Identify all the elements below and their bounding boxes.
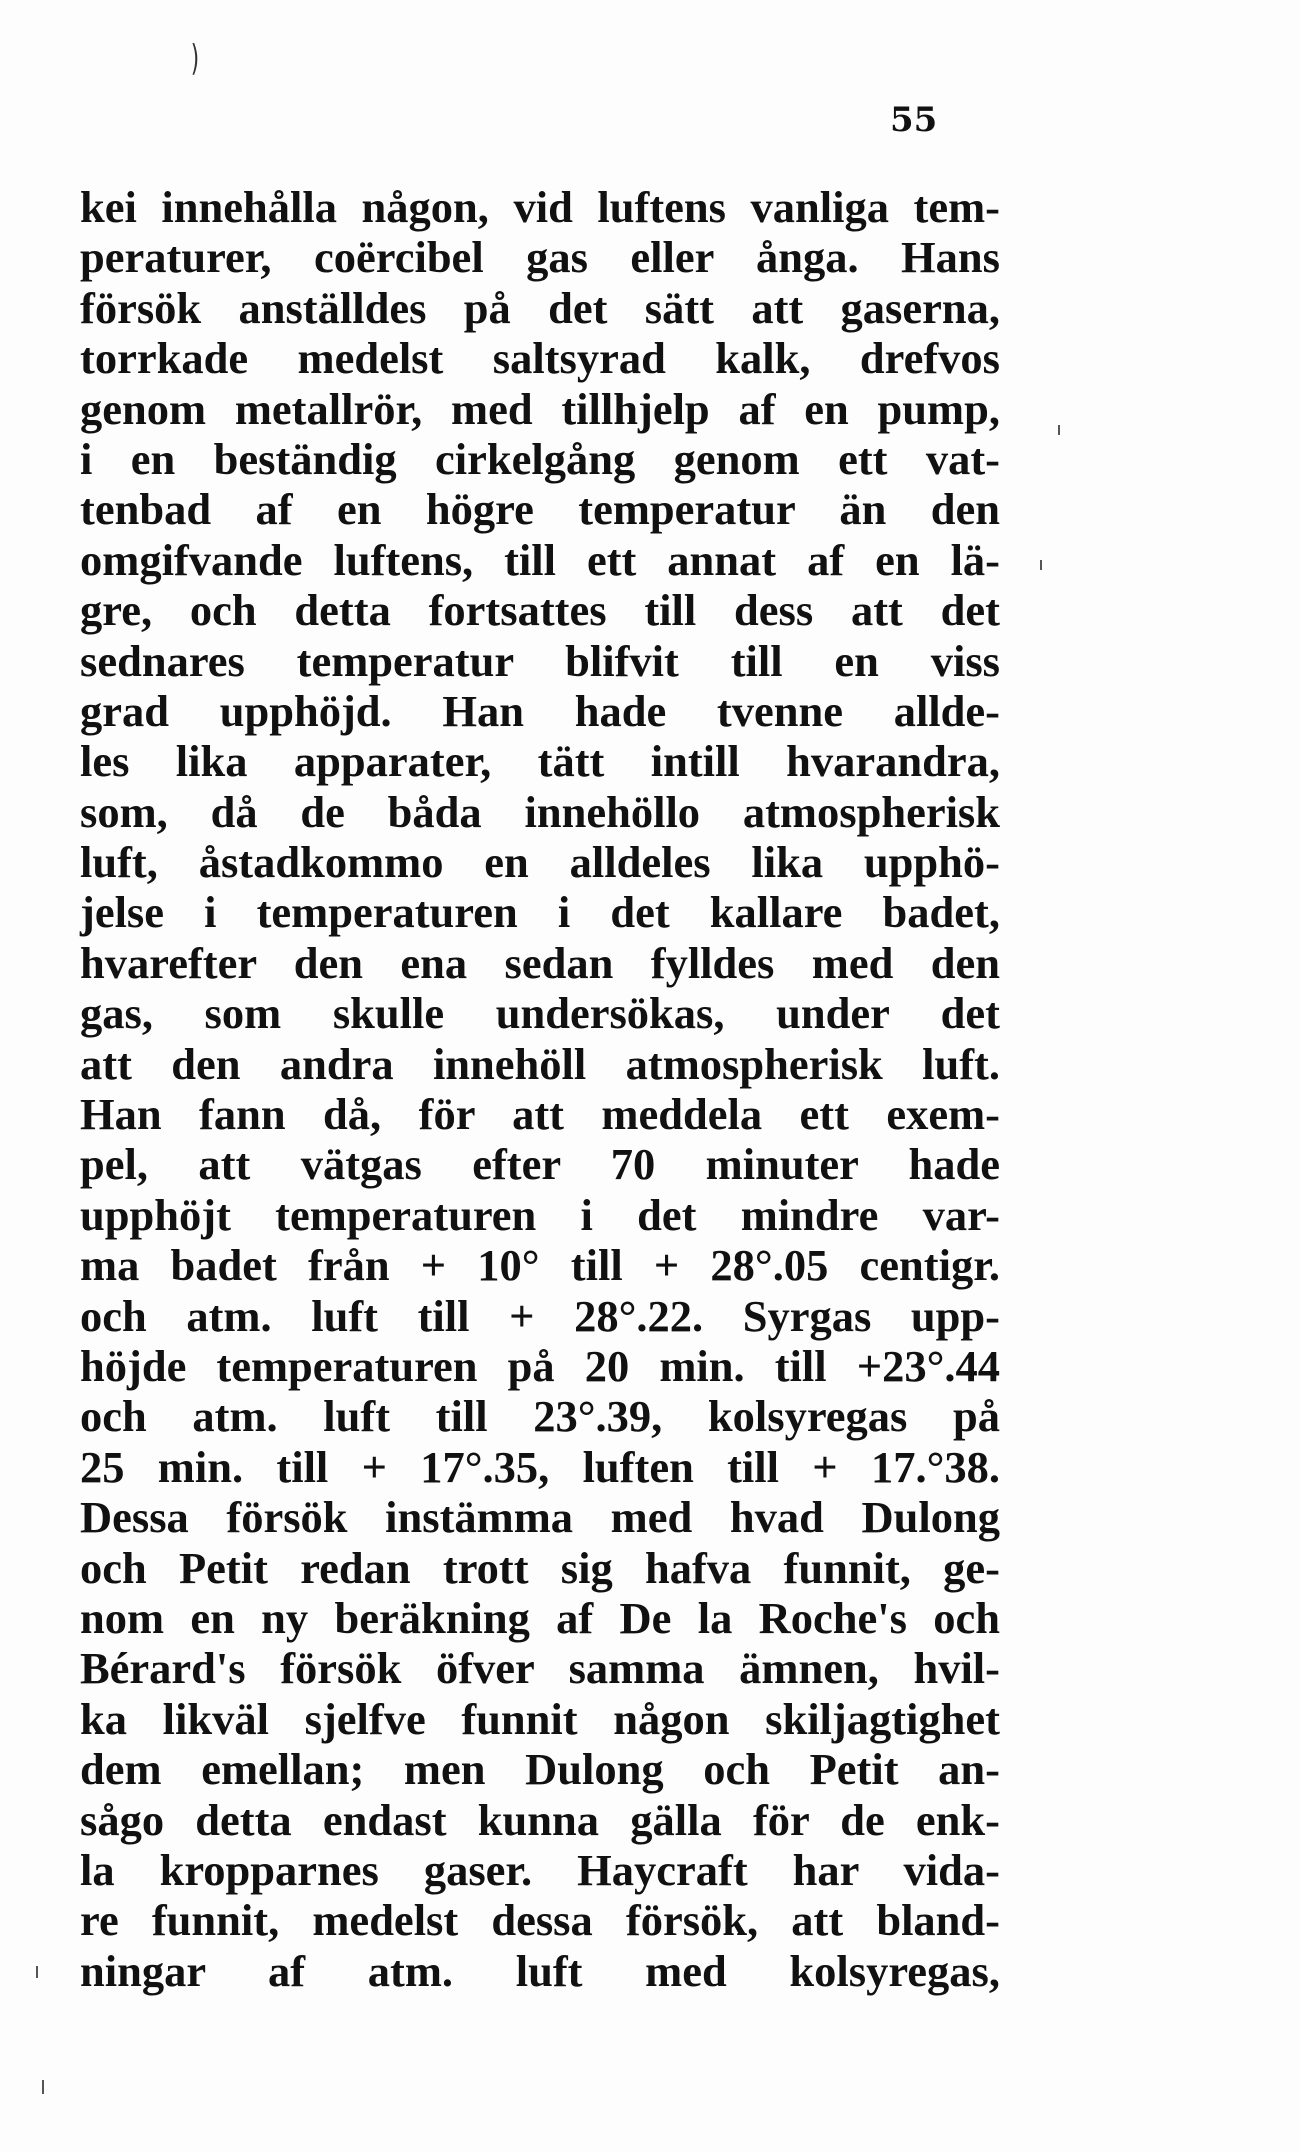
text-line: Bérard's försök öfver samma ämnen, hvil- <box>80 1643 1000 1694</box>
stray-mark: ) <box>190 38 200 79</box>
text-line: peraturer, coërcibel gas eller ånga. Hans <box>80 232 1000 283</box>
text-line: och atm. luft till 23°.39, kolsyregas på <box>80 1391 1000 1442</box>
text-line: les lika apparater, tätt intill hvarandra, <box>80 736 1000 787</box>
text-line: luft, åstadkommo en alldeles lika upphö- <box>80 837 1000 888</box>
text-line: sågo detta endast kunna gälla för de enk- <box>80 1794 1000 1845</box>
text-line: höjde temperaturen på 20 min. till +23°.44 <box>80 1340 1000 1391</box>
text-line: hvarefter den ena sedan fylldes med den <box>80 937 1000 988</box>
body-text <box>80 182 1000 1996</box>
text-line: som, då de båda innehöllo atmospherisk <box>80 786 1000 837</box>
text-line: la kropparnes gaser. Haycraft har vida- <box>80 1844 1000 1895</box>
page-number: 55 <box>890 100 938 140</box>
margin-mark <box>36 1966 38 1978</box>
text-line: och Petit redan trott sig hafva funnit, ge- <box>80 1542 1000 1593</box>
text-line: tenbad af en högre temperatur än den <box>80 484 1000 535</box>
text-line: dem emellan; men Dulong och Petit an- <box>80 1744 1000 1795</box>
text-line: jelse i temperaturen i det kallare badet, <box>80 887 1000 938</box>
text-line: Dessa försök instämma med hvad Dulong <box>80 1492 1000 1543</box>
margin-mark <box>1058 425 1060 435</box>
text-line: försök anställdes på det sätt att gaserna, <box>80 282 1000 333</box>
text-line: re funnit, medelst dessa försök, att bland- <box>80 1895 1000 1946</box>
text-line: sednares temperatur blifvit till en viss <box>80 635 1000 686</box>
text-line: omgifvande luftens, till ett annat af en lä- <box>80 534 1000 585</box>
text-line: Han fann då, för att meddela ett exem- <box>80 1089 1000 1140</box>
text-line: 25 min. till + 17°.35, luften till + 17.°38. <box>80 1441 1000 1492</box>
text-line: genom metallrör, med tillhjelp af en pump, <box>80 383 1000 434</box>
margin-mark <box>1040 560 1042 570</box>
text-line: kei innehålla någon, vid luftens vanliga tem- <box>80 182 1000 232</box>
text-line: ningar af atm. luft med kolsyregas, <box>80 1945 1000 1996</box>
text-line: ma badet från + 10° till + 28°.05 centigr. <box>80 1240 1000 1291</box>
text-line: att den andra innehöll atmospherisk luft. <box>80 1038 1000 1089</box>
text-line: upphöjt temperaturen i det mindre var- <box>80 1189 1000 1240</box>
text-line: och atm. luft till + 28°.22. Syrgas upp- <box>80 1290 1000 1341</box>
margin-mark <box>42 2080 44 2094</box>
text-line: nom en ny beräkning af De la Roche's och <box>80 1592 1000 1643</box>
text-line: gas, som skulle undersökas, under det <box>80 988 1000 1039</box>
text-line: pel, att vätgas efter 70 minuter hade <box>80 1139 1000 1190</box>
text-line: i en beständig cirkelgång genom ett vat- <box>80 433 1000 484</box>
text-line: grad upphöjd. Han hade tvenne allde- <box>80 685 1000 736</box>
text-line: gre, och detta fortsattes till dess att det <box>80 585 1000 636</box>
text-line: torrkade medelst saltsyrad kalk, drefvos <box>80 333 1000 384</box>
text-line: ka likväl sjelfve funnit någon skiljagtighet <box>80 1693 1000 1744</box>
